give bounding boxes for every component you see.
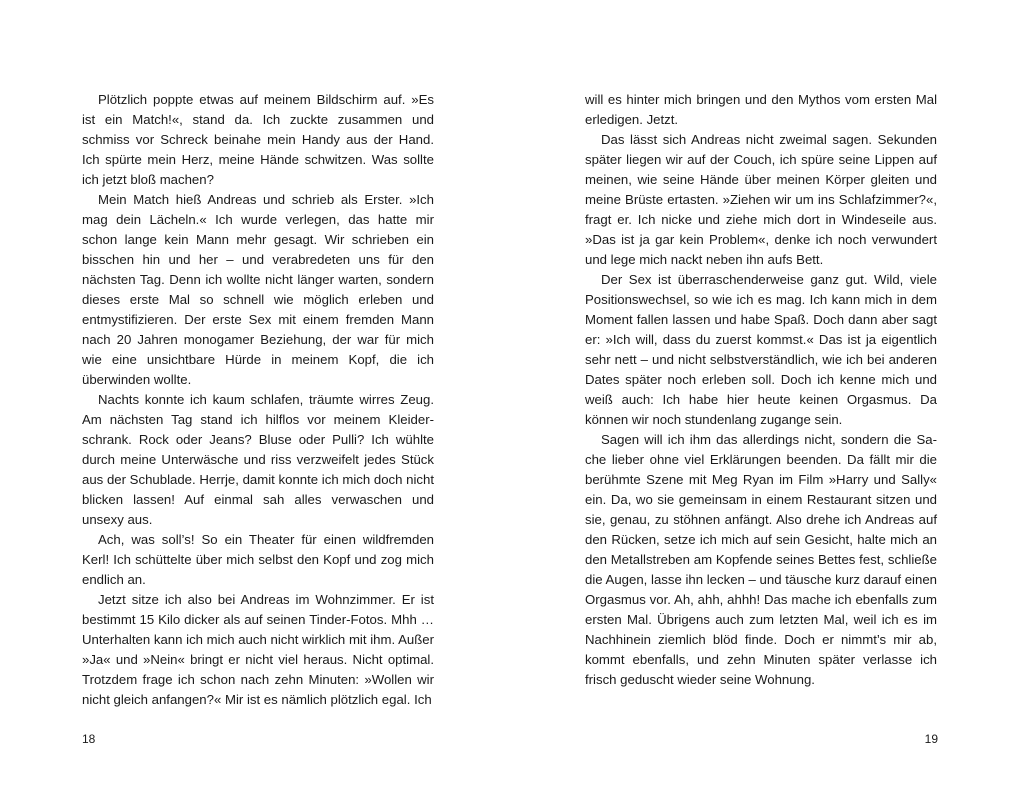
paragraph: Der Sex ist überraschenderweise ganz gut. Wild, viele Positionswechsel, so wie ich es mag. Ich kann mich in dem Moment fallen lassen und habe Spaß. Doch dann aber sagt er: »Ich will, dass du zuerst kommst.« Das ist ja eigentlich sehr nett – und nicht selbstverständlich, wie ich bei anderen Dates später noch erleben soll. Doch ich kenne mich und weiß auch: Ich habe hier heute keinen Orgasmus. Da können wir noch stundenlang zugange sein. xyxy=(585,272,937,427)
paragraph: will es hinter mich bringen und den Mythos vom ersten Mal erledigen. Jetzt. xyxy=(585,92,937,127)
right-page-text xyxy=(585,90,937,690)
paragraph: Mein Match hieß Andreas und schrieb als Erster. »Ich mag dein Lächeln.« Ich wurde verlegen, das hatte mir schon lange kein Mann mehr gesagt. Wir schrieben ein bisschen hin und her – und verabredeten uns für den nächsten Tag. Denn ich wollte nicht länger warten, sondern dieses erste Mal so schnell wie möglich erleben und entmystifizieren. Der erste Sex mit einem fremden Mann nach 20 Jahren monogamer Beziehung, der war für mich wie eine unsichtbare Hürde in meinem Kopf, die ich überwinden wollte. xyxy=(82,192,434,387)
paragraph: Nachts konnte ich kaum schlafen, träumte wirres Zeug. Am nächsten Tag stand ich hilflos vor meinem Kleiderschrank. Rock oder Jeans? Bluse oder Pulli? Ich wühlte durch meine Unterwäsche und riss verzweifelt jedes Stück aus der Schublade. Herrje, damit konnte ich mich doch nicht blicken lassen! Auf einmal sah alles verwaschen und unsexy aus. xyxy=(82,392,434,527)
paragraph: Das lässt sich Andreas nicht zweimal sagen. Sekunden später liegen wir auf der Couch, ich spüre seine Lippen auf meinen, wie seine Hände über meinen Körper gleiten und meine Brüste ertasten. »Ziehen wir um ins Schlafzimmer?«, fragt er. Ich nicke und ziehe mich dort in Windeseile aus. »Das ist ja gar kein Problem«, denke ich noch verwundert und lege mich nackt neben ihn aufs Bett. xyxy=(585,132,937,267)
paragraph: Ach, was soll’s! So ein Theater für einen wildfremden Kerl! Ich schüttelte über mich selbst den Kopf und zog mich endlich an. xyxy=(82,532,434,587)
paragraph: Jetzt sitze ich also bei Andreas im Wohnzimmer. Er ist bestimmt 15 Kilo dicker als auf seinen Tinder-Fotos. Mhh … Unterhalten kann ich mich auch nicht wirklich mit ihm. Außer »Ja« und »Nein« bringt er nicht viel heraus. Nicht optimal. Trotzdem frage ich schon nach zehn Minuten: »Wollen wir nicht gleich anfangen?« Mir ist es nämlich plötzlich egal. Ich xyxy=(82,592,434,707)
page-number-right: 19 xyxy=(924,732,938,746)
left-page-text xyxy=(82,90,434,710)
paragraph: Sagen will ich ihm das allerdings nicht, sondern die Sache lieber ohne viel Erklärungen beenden. Da fällt mir die berühmte Szene mit Meg Ryan im Film »Harry und Sally« ein. Da, wo sie gemeinsam in einem Restaurant sitzen und sie, genau, zu stöhnen anfängt. Also drehe ich Andreas auf den Rücken, setze ich mich auf sein Gesicht, halte mich an den Metallstreben am Kopfende seines Bettes fest, schließe die Augen, lasse ihn lecken – und täusche kurz darauf einen Orgasmus vor. Ah, ahh, ahhh! Das mache ich ebenfalls zum ersten Mal. Übrigens auch zum letzten Mal, weil ich es im Nachhinein ziemlich blöd finde. Doch er nimmt’s mir ab, kommt ebenfalls, und zehn Minuten später verlasse ich frisch geduscht wieder seine Wohnung. xyxy=(585,432,937,687)
right-page xyxy=(510,0,1020,793)
paragraph: Plötzlich poppte etwas auf meinem Bildschirm auf. »Es ist ein Match!«, stand da. Ich zuckte zusammen und schmiss vor Schreck beinahe mein Handy aus der Hand. Ich spürte mein Herz, meine Hände schwitzen. Was sollte ich jetzt bloß machen? xyxy=(82,92,434,187)
page-number-left: 18 xyxy=(82,732,96,746)
